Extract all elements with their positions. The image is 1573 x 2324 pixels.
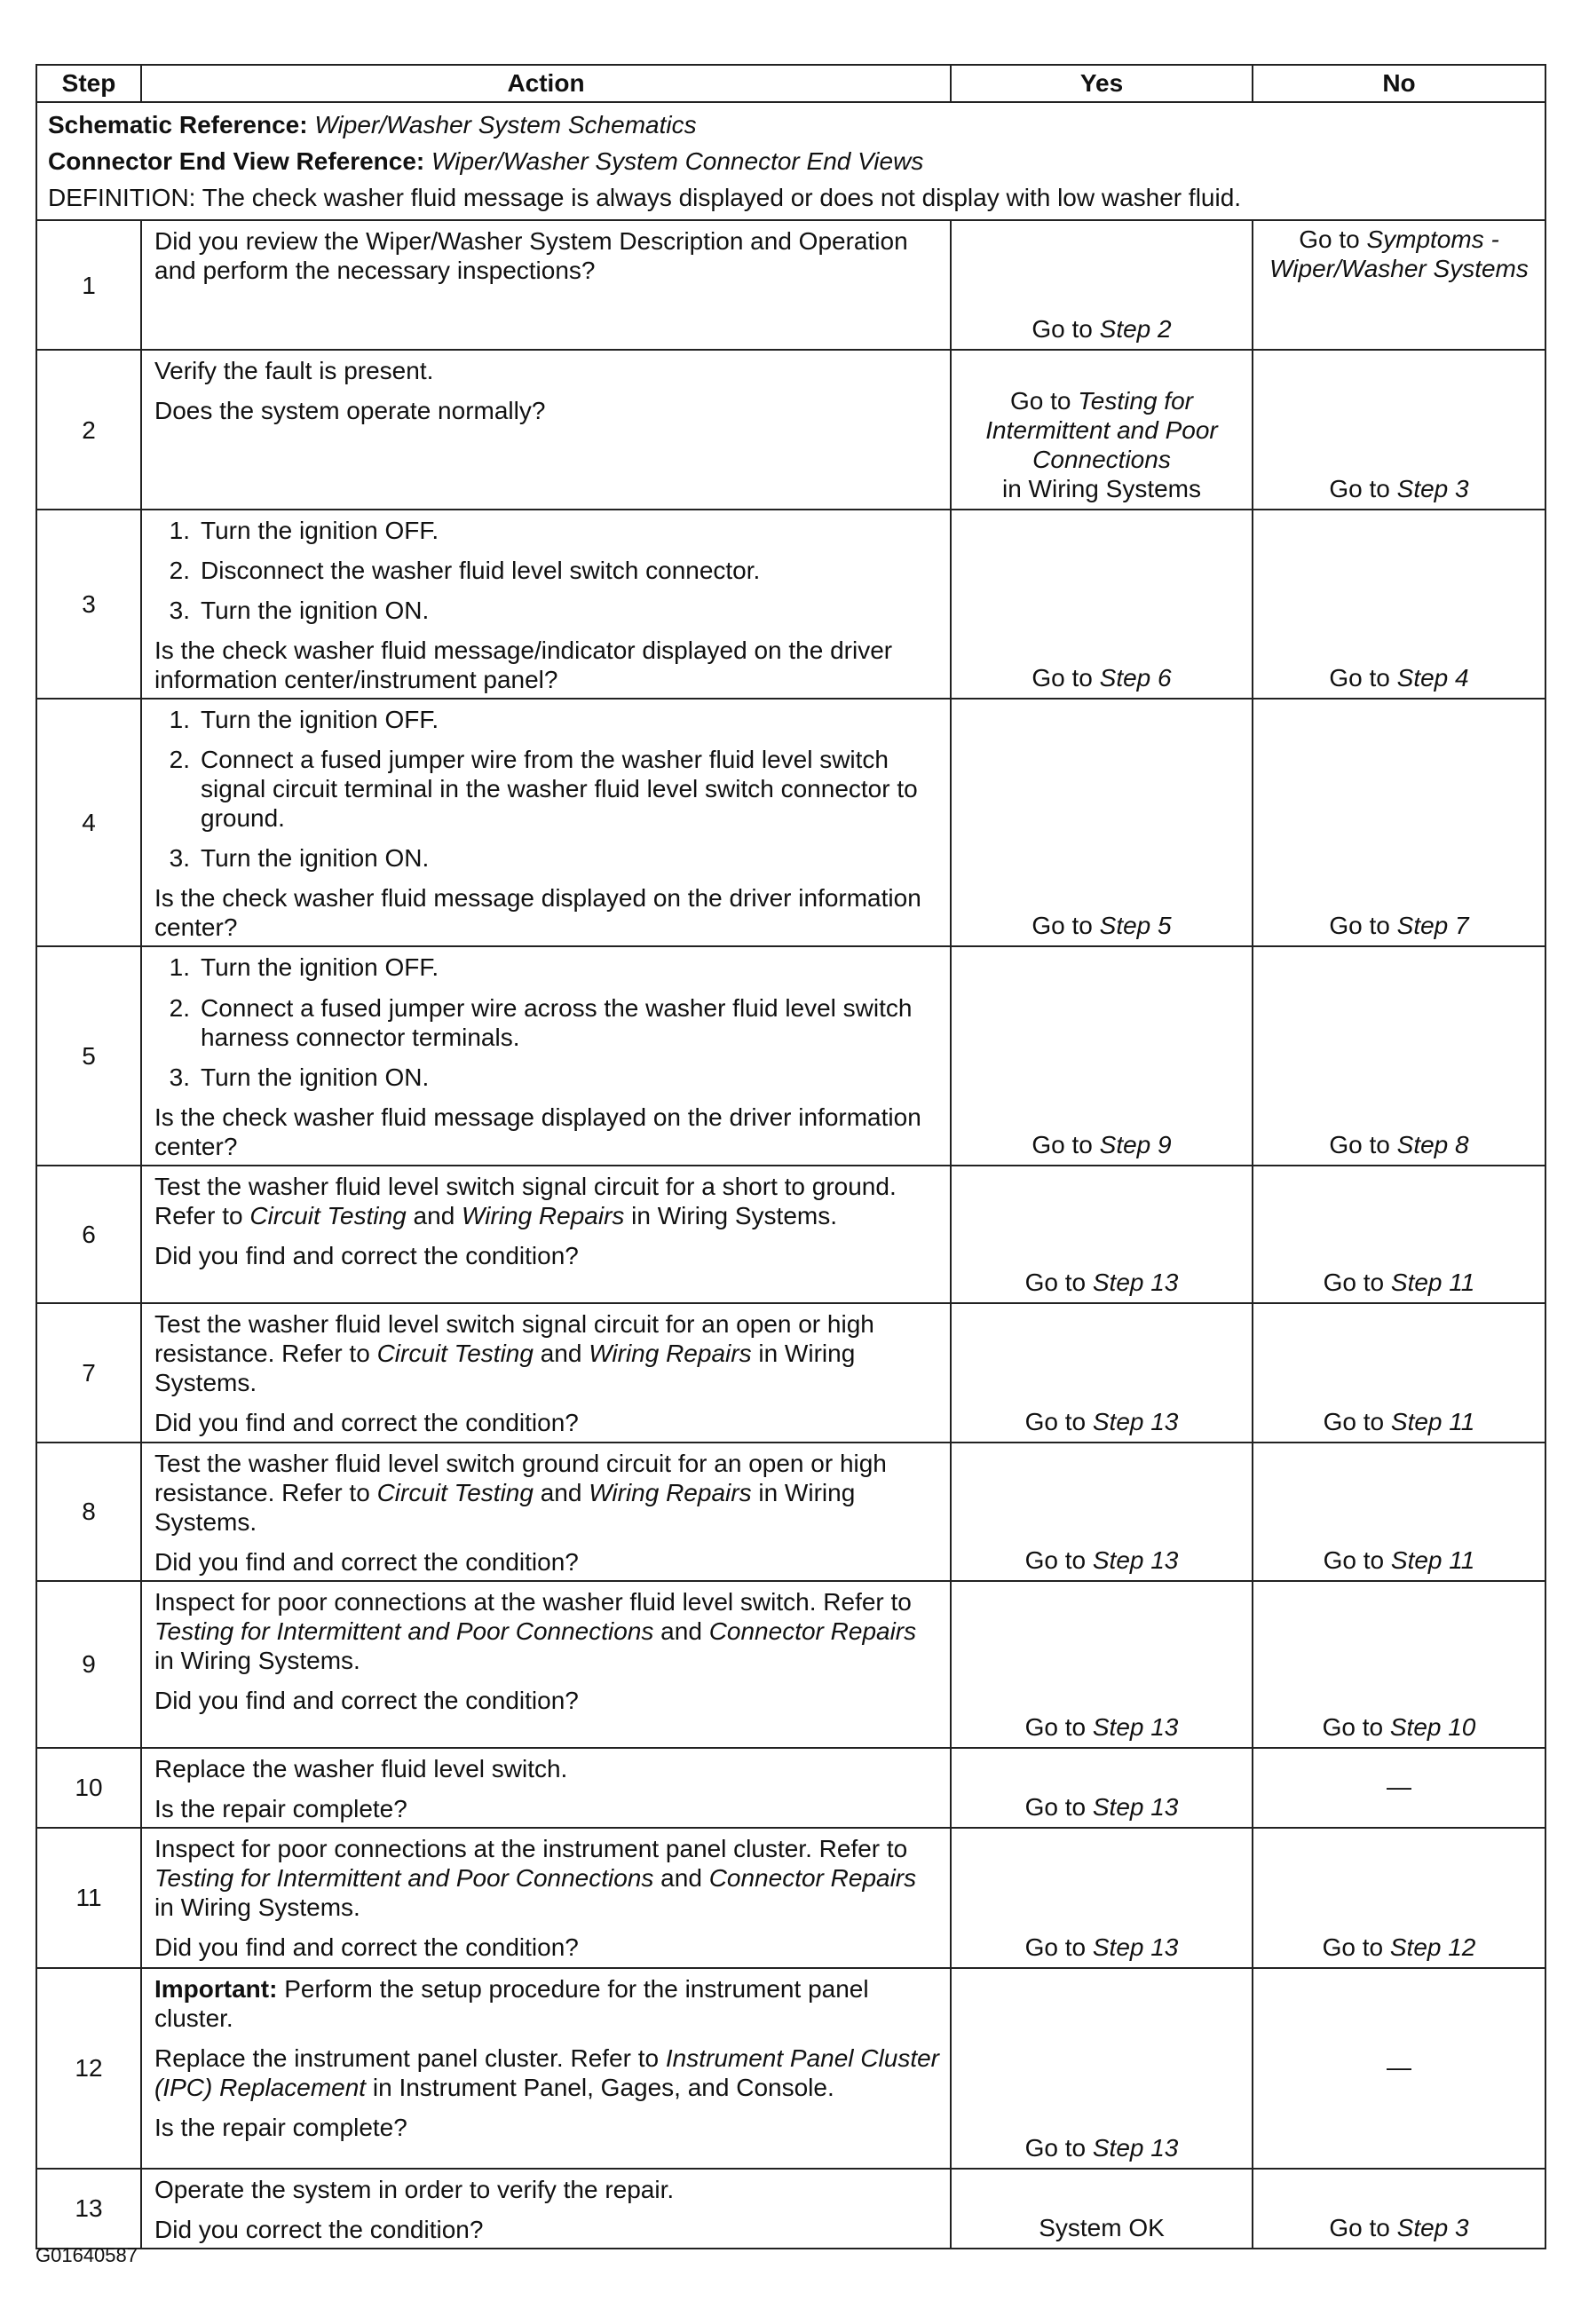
- no-cell: [1253, 1581, 1545, 1748]
- table-row: [36, 220, 1545, 350]
- no-link[interactable]: Step 12: [1389, 1933, 1476, 1961]
- table-row: [36, 510, 1545, 699]
- no-prefix: Go to: [1323, 1545, 1391, 1574]
- action-question: Did you find and correct the condition?: [154, 1241, 579, 1269]
- reference-block: [36, 102, 1545, 220]
- yes-prefix: Go to: [1024, 1268, 1093, 1296]
- no-prefix: Go to: [1323, 1268, 1391, 1296]
- reference-link[interactable]: Wiring Repairs: [589, 1339, 752, 1367]
- connector-reference-label: Connector End View Reference:: [48, 147, 425, 176]
- step-number: 3: [36, 510, 141, 699]
- table-row: [36, 699, 1545, 946]
- important-note: Important: Perform the setup procedure for the instrument panel cluster.: [154, 1974, 869, 2032]
- no-link[interactable]: Symptoms - Wiper/Washer Systems: [1269, 225, 1529, 283]
- step-number: 9: [36, 1581, 141, 1748]
- no-link[interactable]: Step 3: [1396, 2213, 1469, 2241]
- yes-cell: [951, 1828, 1253, 1968]
- yes-cell: [951, 946, 1253, 1165]
- step-number: 7: [36, 1303, 141, 1443]
- definition-text: DEFINITION: The check washer fluid message is always displayed or does not display with low washer fluid.: [48, 184, 1242, 212]
- action-question: Is the check washer fluid message/indicator displayed on the driver information center/instrument panel?: [154, 636, 893, 694]
- action-cell: [141, 510, 951, 699]
- list-item: 2. Connect a fused jumper wire across the washer fluid level switch harness connector terminals.: [169, 993, 913, 1051]
- header-row: [36, 65, 1545, 102]
- table-row: [36, 1303, 1545, 1443]
- action-question: Did you find and correct the condition?: [154, 1686, 579, 1714]
- step-number: 12: [36, 1968, 141, 2169]
- action-text: Inspect for poor connections at the washer fluid level switch. Refer to Testing for Intermittent and Poor Connections and Connector Repairs in Wiring Systems.: [154, 1587, 917, 1674]
- yes-prefix: Go to: [1024, 1545, 1093, 1574]
- reference-row: [36, 102, 1545, 220]
- action-cell: [141, 1303, 951, 1443]
- yes-link[interactable]: Step 9: [1099, 1130, 1172, 1158]
- yes-prefix: Go to: [1024, 1933, 1093, 1961]
- step-number: 6: [36, 1166, 141, 1303]
- reference-link[interactable]: Circuit Testing: [249, 1201, 407, 1229]
- list-item: 2. Connect a fused jumper wire from the washer fluid level switch signal circuit terminal in the washer fluid level switch connector to ground.: [169, 746, 918, 833]
- table-row: [36, 1828, 1545, 1968]
- connector-reference: [48, 146, 1534, 176]
- list-item: 1. Turn the ignition OFF.: [169, 953, 439, 982]
- no-cell: [1253, 1443, 1545, 1581]
- yes-prefix: Go to: [1032, 315, 1100, 344]
- yes-suffix: in Wiring Systems: [1001, 475, 1202, 503]
- action-question: Is the check washer fluid message displayed on the driver information center?: [154, 1103, 921, 1160]
- yes-cell: [951, 350, 1253, 510]
- no-cell: [1253, 510, 1545, 699]
- schematic-reference-link[interactable]: Wiper/Washer System Schematics: [314, 111, 697, 138]
- schematic-reference: [48, 110, 1534, 139]
- step-number: 8: [36, 1443, 141, 1581]
- no-cell: —: [1253, 1968, 1545, 2169]
- yes-cell: [951, 1581, 1253, 1748]
- no-prefix: Go to: [1329, 1130, 1397, 1158]
- yes-cell: [951, 1166, 1253, 1303]
- list-item: 1. Turn the ignition OFF.: [169, 706, 439, 734]
- action-text: Verify the fault is present.: [154, 357, 434, 385]
- no-link[interactable]: Step 11: [1390, 1545, 1475, 1574]
- no-cell: [1253, 946, 1545, 1165]
- action-cell: [141, 946, 951, 1165]
- action-text: Did you review the Wiper/Washer System Description and Operation and perform the necessary inspections?: [154, 227, 908, 285]
- yes-cell: System OK: [951, 2169, 1253, 2249]
- no-link[interactable]: Step 10: [1389, 1712, 1476, 1741]
- action-cell: [141, 220, 951, 350]
- action-text: Replace the washer fluid level switch.: [154, 1754, 568, 1783]
- col-header-yes: Yes: [951, 65, 1253, 102]
- step-number: 5: [36, 946, 141, 1165]
- yes-prefix: Go to: [1024, 1712, 1093, 1741]
- table-row: [36, 946, 1545, 1165]
- no-prefix: Go to: [1322, 1712, 1390, 1741]
- table-row: [36, 1581, 1545, 1748]
- action-cell: [141, 1968, 951, 2169]
- yes-prefix: Go to: [1010, 386, 1079, 415]
- table-row: [36, 350, 1545, 510]
- no-prefix: Go to: [1323, 1407, 1391, 1435]
- action-question: Did you find and correct the condition?: [154, 1408, 579, 1436]
- yes-link[interactable]: Step 13: [1092, 1933, 1179, 1961]
- no-link[interactable]: Step 8: [1396, 1130, 1469, 1158]
- step-number: 1: [36, 220, 141, 350]
- step-number: 13: [36, 2169, 141, 2249]
- action-question: Did you correct the condition?: [154, 2215, 484, 2243]
- list-item: 2. Disconnect the washer fluid level switch connector.: [169, 557, 761, 585]
- yes-cell: [951, 1443, 1253, 1581]
- action-text: Test the washer fluid level switch signal circuit for a short to ground. Refer to Circuit Testing and Wiring Repairs in Wiring Systems.: [154, 1172, 897, 1229]
- yes-prefix: Go to: [1032, 1130, 1100, 1158]
- no-cell: [1253, 699, 1545, 946]
- col-header-no: No: [1253, 65, 1545, 102]
- reference-link[interactable]: Connector Repairs: [708, 1863, 917, 1892]
- no-link[interactable]: Step 7: [1396, 912, 1469, 940]
- no-cell: [1253, 350, 1545, 510]
- no-link[interactable]: Step 11: [1390, 1268, 1475, 1296]
- action-text: Operate the system in order to verify the repair.: [154, 2175, 675, 2203]
- no-cell: [1253, 1303, 1545, 1443]
- yes-cell: [951, 1968, 1253, 2169]
- yes-cell: [951, 1303, 1253, 1443]
- yes-link[interactable]: Testing for Intermittent and Poor Connections: [985, 386, 1218, 474]
- list-item: 3. Turn the ignition ON.: [169, 597, 430, 625]
- table-row: [36, 1166, 1545, 1303]
- yes-cell: [951, 1748, 1253, 1828]
- list-item: 3. Turn the ignition ON.: [169, 844, 430, 873]
- no-link[interactable]: Step 11: [1390, 1407, 1475, 1435]
- no-prefix: Go to: [1299, 225, 1367, 254]
- no-prefix: Go to: [1322, 1933, 1390, 1961]
- table-row: [36, 1748, 1545, 1828]
- no-link[interactable]: Step 3: [1396, 475, 1469, 503]
- yes-prefix: Go to: [1032, 664, 1100, 692]
- col-header-action: Action: [141, 65, 951, 102]
- action-question: Is the check washer fluid message displayed on the driver information center?: [154, 884, 921, 942]
- action-text: Test the washer fluid level switch ground circuit for an open or high resistance. Refer to Circuit Testing and Wiring Repairs in Wiring Systems.: [154, 1449, 887, 1536]
- action-question: Is the repair complete?: [154, 2113, 407, 2141]
- step-number: 2: [36, 350, 141, 510]
- action-cell: [141, 699, 951, 946]
- yes-link[interactable]: Step 13: [1092, 1268, 1179, 1296]
- reference-link[interactable]: Circuit Testing: [376, 1339, 534, 1367]
- action-text: Replace the instrument panel cluster. Refer to Instrument Panel Cluster (IPC) Replacement in Instrument Panel, Gages, and Console.: [154, 2043, 939, 2101]
- list-item: 3. Turn the ignition ON.: [169, 1063, 430, 1091]
- yes-prefix: Go to: [1032, 912, 1100, 940]
- action-text: Inspect for poor connections at the instrument panel cluster. Refer to Testing for Intermittent and Poor Connections and Connector Repairs in Wiring Systems.: [154, 1834, 917, 1921]
- yes-link[interactable]: Step 13: [1092, 1792, 1179, 1821]
- yes-link[interactable]: Step 13: [1092, 1545, 1179, 1574]
- yes-prefix: Go to: [1024, 1792, 1093, 1821]
- reference-link[interactable]: Connector Repairs: [708, 1617, 917, 1645]
- diagnostic-table: [36, 64, 1546, 2249]
- table-row: [36, 2169, 1545, 2249]
- action-cell: [141, 1828, 951, 1968]
- no-cell: [1253, 1828, 1545, 1968]
- action-question: Did you find and correct the condition?: [154, 1547, 579, 1576]
- yes-prefix: Go to: [1024, 2133, 1093, 2162]
- reference-link[interactable]: Wiring Repairs: [462, 1201, 625, 1229]
- yes-cell: [951, 220, 1253, 350]
- action-cell: [141, 1581, 951, 1748]
- yes-link[interactable]: Step 13: [1092, 2133, 1179, 2162]
- action-question: Did you find and correct the condition?: [154, 1933, 579, 1961]
- table-row: [36, 1443, 1545, 1581]
- action-cell: [141, 2169, 951, 2249]
- no-cell: [1253, 220, 1545, 350]
- no-prefix: Go to: [1329, 912, 1397, 940]
- action-cell: [141, 1166, 951, 1303]
- figure-id: G01640587: [36, 2244, 138, 2266]
- yes-cell: [951, 699, 1253, 946]
- schematic-reference-label: Schematic Reference:: [48, 111, 308, 138]
- action-text: Test the washer fluid level switch signal circuit for an open or high resistance. Refer to Circuit Testing and Wiring Repairs in Wiring Systems.: [154, 1309, 874, 1396]
- reference-link[interactable]: Testing for Intermittent and Poor Connections: [154, 1863, 654, 1892]
- action-question: Is the repair complete?: [154, 1794, 407, 1822]
- yes-link[interactable]: Step 13: [1092, 1712, 1179, 1741]
- action-question: Does the system operate normally?: [154, 397, 546, 425]
- reference-link[interactable]: Circuit Testing: [376, 1478, 534, 1506]
- important-label: Important:: [154, 1974, 278, 2003]
- no-cell: [1253, 2169, 1545, 2249]
- yes-cell: [951, 510, 1253, 699]
- step-number: 11: [36, 1828, 141, 1968]
- col-header-step: Step: [36, 65, 141, 102]
- list-item: 1. Turn the ignition OFF.: [169, 517, 439, 545]
- table-row: [36, 1968, 1545, 2169]
- no-prefix: Go to: [1329, 475, 1397, 503]
- yes-link[interactable]: Step 5: [1099, 912, 1172, 940]
- yes-prefix: Go to: [1024, 1407, 1093, 1435]
- no-prefix: Go to: [1329, 664, 1397, 692]
- action-cell: [141, 1748, 951, 1828]
- step-number: 4: [36, 699, 141, 946]
- action-cell: [141, 1443, 951, 1581]
- yes-link[interactable]: Step 6: [1099, 664, 1172, 692]
- no-prefix: Go to: [1329, 2213, 1397, 2241]
- reference-link[interactable]: Instrument Panel Cluster (IPC) Replacement: [154, 2043, 939, 2101]
- connector-reference-link[interactable]: Wiper/Washer System Connector End Views: [431, 147, 924, 176]
- action-cell: [141, 350, 951, 510]
- step-number: 10: [36, 1748, 141, 1828]
- no-cell: —: [1253, 1748, 1545, 1828]
- yes-link[interactable]: Step 13: [1092, 1407, 1179, 1435]
- no-link[interactable]: Step 4: [1396, 664, 1469, 692]
- reference-link[interactable]: Testing for Intermittent and Poor Connections: [154, 1617, 654, 1645]
- reference-link[interactable]: Wiring Repairs: [589, 1478, 752, 1506]
- no-cell: [1253, 1166, 1545, 1303]
- yes-link[interactable]: Step 2: [1099, 315, 1172, 344]
